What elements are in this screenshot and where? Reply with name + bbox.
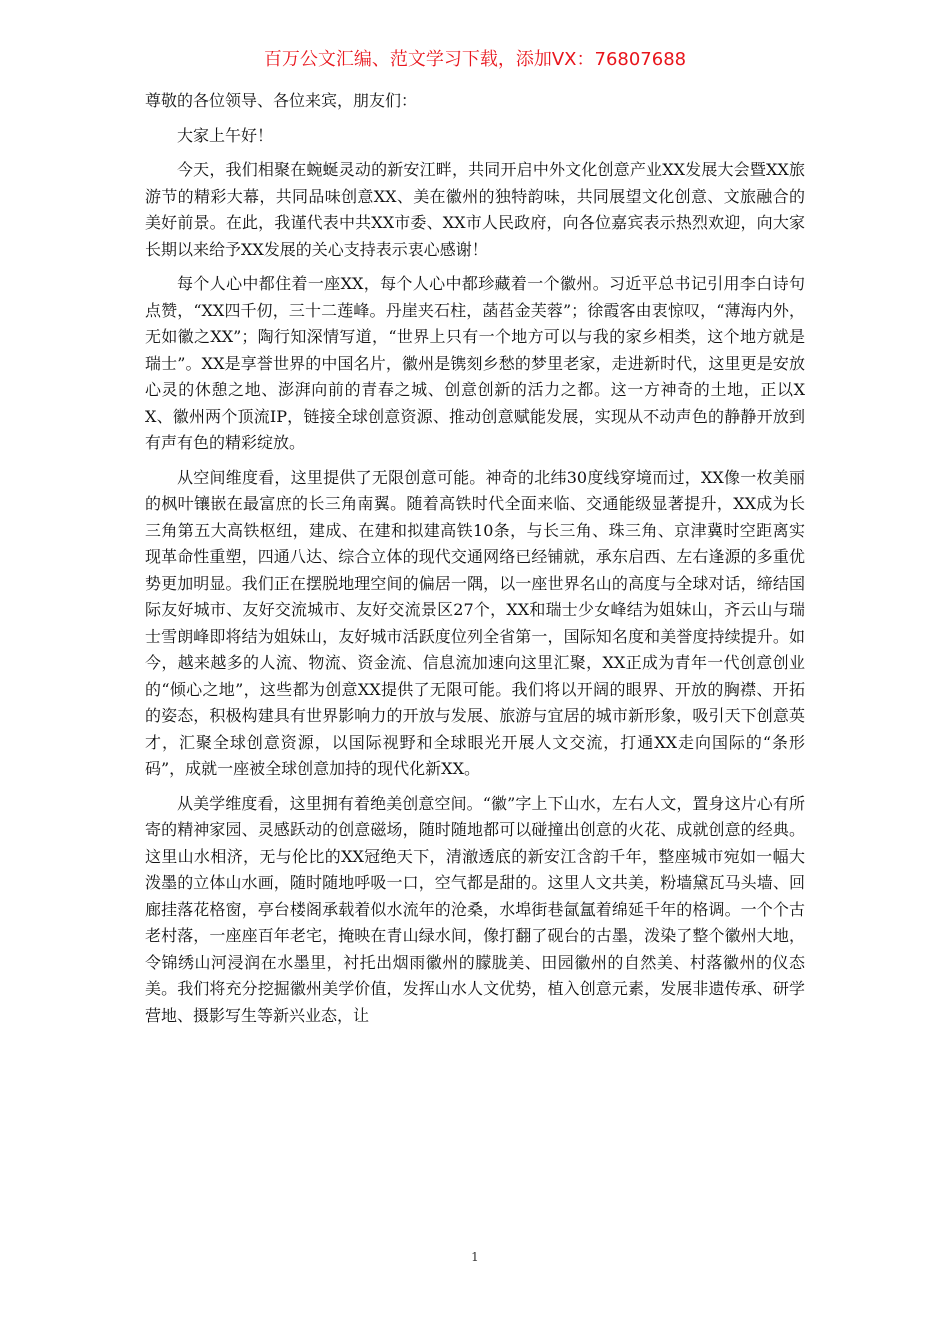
paragraph-greeting: 大家上午好！: [177, 125, 274, 145]
paragraph-introduction: 每个人心中都住着一座XX，每个人心中都珍藏着一个徽州。习近平总书记引用李白诗句点赞，“XX四千仞，三十二莲峰。丹崖夹石柱，菡萏金芙蓉”；徐霞客由衷惊叹，“薄海内外，无如徽之XX”；陶行知深情写道，“世界上只有一个地方可以与我的家乡相类，这个地方就是瑞士”。XX是享誉世界的中国名片，徽州是镌刻乡愁的梦里老家，走进新时代，这里更是安放心灵的休憩之地、澎湃向前的青春之城、创意创新的活力之都。这一方神奇的土地，正以XX、徽州两个顶流IP，链接全球创意资源、推动创意赋能发展，实现从不动声色的静静开放到有声有色的精彩绽放。: [145, 274, 805, 452]
document-body: [145, 88, 805, 1037]
salutation: 尊敬的各位领导、各位来宾，朋友们：: [145, 91, 418, 110]
download-banner: 百万公文汇编、范文学习下载，添加VX：76807688: [263, 49, 687, 70]
page-number: 1: [471, 1250, 479, 1264]
paragraph-aesthetic-dimension: 从美学维度看，这里拥有着绝美创意空间。“徽”字上下山水，左右人文，置身这片心有所寄的精神家园、灵感跃动的创意磁场，随时随地都可以碰撞出创意的火花、成就创意的经典。这里山水相济，无与伦比的XX冠绝天下，清澈透底的新安江含韵千年，整座城市宛如一幅大泼墨的立体山水画，随时随地呼吸一口，空气都是甜的。这里人文共美，粉墙黛瓦马头墙、回廊挂落花格窗，亭台楼阁承载着似水流年的沧桑，水埠街巷氤氲着绵延千年的格调。一个个古老村落，一座座百年老宅，掩映在青山绿水间，像打翻了砚台的古墨，泼染了整个徽州大地，令锦绣山河浸润在水墨里，衬托出烟雨徽州的朦胧美、田园徽州的自然美、村落徽州的仪态美。我们将充分挖掘徽州美学价值，发挥山水人文优势，植入创意元素，发展非遗传承、研学营地、摄影写生等新兴业态，让: [145, 793, 805, 1025]
paragraph-welcome: 今天，我们相聚在蜿蜒灵动的新安江畔，共同开启中外文化创意产业XX发展大会暨XX旅游节的精彩大幕，共同品味创意XX、美在徽州的独特韵味，共同展望文化创意、文旅融合的美好前景。在此，我谨代表中共XX市委、XX市人民政府，向各位嘉宾表示热烈欢迎，向大家长期以来给予XX发展的关心支持表示衷心感谢！: [145, 160, 805, 259]
paragraph-spatial-dimension: 从空间维度看，这里提供了无限创意可能。神奇的北纬30度线穿境而过，XX像一枚美丽的枫叶镶嵌在最富庶的长三角南翼。随着高铁时代全面来临、交通能级显著提升，XX成为长三角第五大高铁枢纽，建成、在建和拟建高铁10条，与长三角、珠三角、京津冀时空距离实现革命性重塑，四通八达、综合立体的现代交通网络已经铺就，承东启西、左右逢源的多重优势更加明显。我们正在摆脱地理空间的偏居一隅，以一座世界名山的高度与全球对话，缔结国际友好城市、友好交流城市、友好交流景区27个，XX和瑞士少女峰结为姐妹山，齐云山与瑞士雪朗峰即将结为姐妹山，友好城市活跃度位列全省第一，国际知名度和美誉度持续提升。如今，越来越多的人流、物流、资金流、信息流加速向这里汇聚，XX正成为青年一代创意创业的“倾心之地”，这些都为创意XX提供了无限可能。我们将以开阔的眼界、开放的胸襟、开拓的姿态，积极构建具有世界影响力的开放与发展、旅游与宜居的城市新形象，吸引天下创意英才，汇聚全球创意资源，以国际视野和全球眼光开展人文交流，打通XX走向国际的“条形码”，成就一座被全球创意加持的现代化新XX。: [145, 467, 805, 778]
